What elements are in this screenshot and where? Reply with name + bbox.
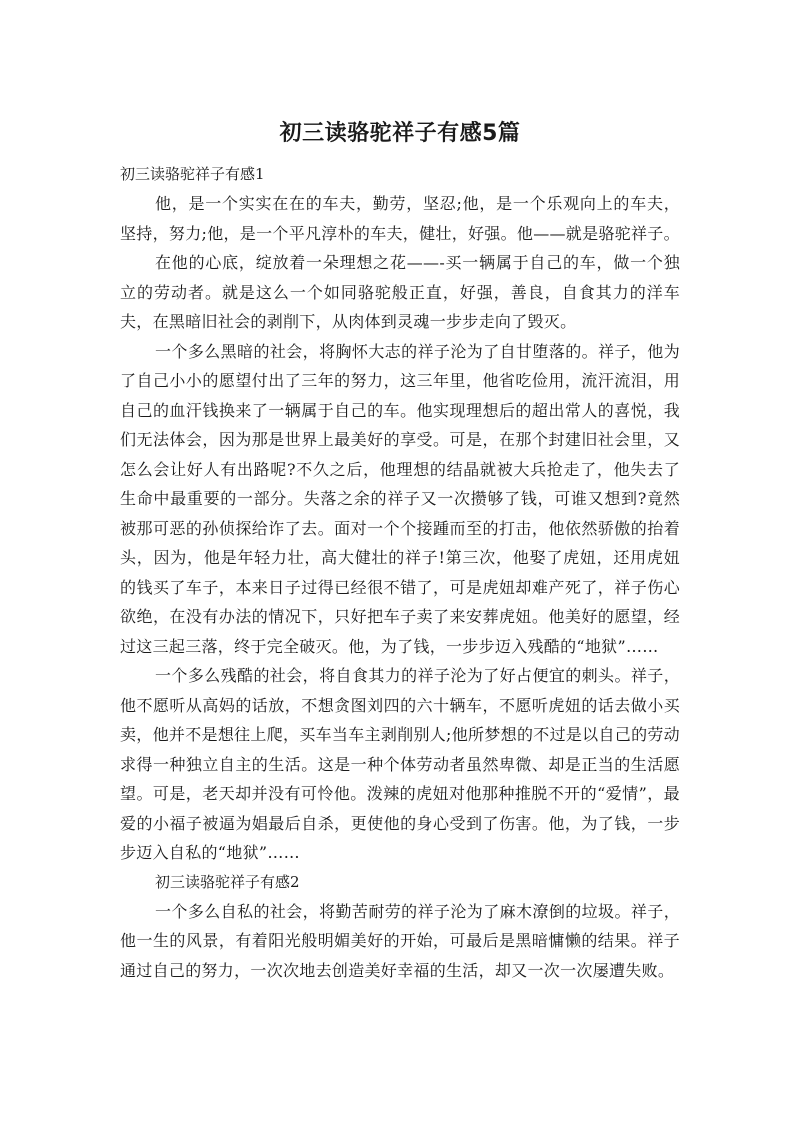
document-body (120, 160, 680, 985)
section-heading-1: 初三读骆驼祥子有感1 (120, 165, 265, 183)
paragraph: 一个多么黑暗的社会，将胸怀大志的祥子沦为了自甘堕落的。祥子，他为了自己小小的愿望付出了三年的努力，这三年里，他省吃俭用，流汗流泪，用自己的血汗钱换来了一辆属于自己的车。他实现理想后的超出常人的喜悦，我们无法体会，因为那是世界上最美好的享受。可是，在那个封建旧社会里，又怎么会让好人有出路呢?不久之后，他理想的结晶就被大兵抢走了，他失去了生命中最重要的一部分。失落之余的祥子又一次攒够了钱，可谁又想到?竟然被那可恶的孙侦探给诈了去。面对一个个接踵而至的打击，他依然骄傲的抬着头，因为，他是年轻力壮，高大健壮的祥子!第三次，他娶了虎妞，还用虎妞的钱买了车子，本来日子过得已经很不错了，可是虎妞却难产死了，祥子伤心欲绝，在没有办法的情况下，只好把车子卖了来安葬虎妞。他美好的愿望，经过这三起三落，终于完全破灭。他，为了钱，一步步迈入残酷的“地狱”…… (120, 341, 680, 656)
paragraph: 一个多么自私的社会，将勤苦耐劳的祥子沦为了麻木潦倒的垃圾。祥子，他一生的风景，有着阳光般明媚美好的开始，可最后是黑暗慵懒的结果。祥子通过自己的努力，一次次地去创造美好幸福的生活，却又一次一次屡遭失败。 (120, 901, 680, 980)
paragraph: 在他的心底，绽放着一朵理想之花——-买一辆属于自己的车，做一个独立的劳动者。就是这么一个如同骆驼般正直，好强，善良，自食其力的洋车夫，在黑暗旧社会的剥削下，从肉体到灵魂一步步走向了毁灭。 (120, 253, 680, 331)
document-title: 初三读骆驼祥子有感5篇 (279, 121, 521, 146)
paragraph: 他，是一个实实在在的车夫，勤劳，坚忍;他，是一个乐观向上的车夫，坚持，努力;他，是一个平凡淳朴的车夫，健壮，好强。他——就是骆驼祥子。 (120, 194, 680, 243)
paragraph: 一个多么残酷的社会，将自食其力的祥子沦为了好占便宜的刺头。祥子，他不愿听从高妈的话放，不想贪图刘四的六十辆车，不愿听虎妞的话去做小买卖，他并不是想往上爬，买车当车主剥削别人;他所梦想的不过是以自己的劳动求得一种独立自主的生活。这是一种个体劳动者虽然卑微、却是正当的生活愿望。可是，老天却并没有可怜他。泼辣的虎妞对他那种推脱不开的“爱情”，最爱的小福子被逼为娼最后自杀，更使他的身心受到了伤害。他，为了钱，一步步迈入自私的“地狱”…… (120, 666, 680, 862)
section-heading-2: 初三读骆驼祥子有感2 (155, 872, 300, 891)
